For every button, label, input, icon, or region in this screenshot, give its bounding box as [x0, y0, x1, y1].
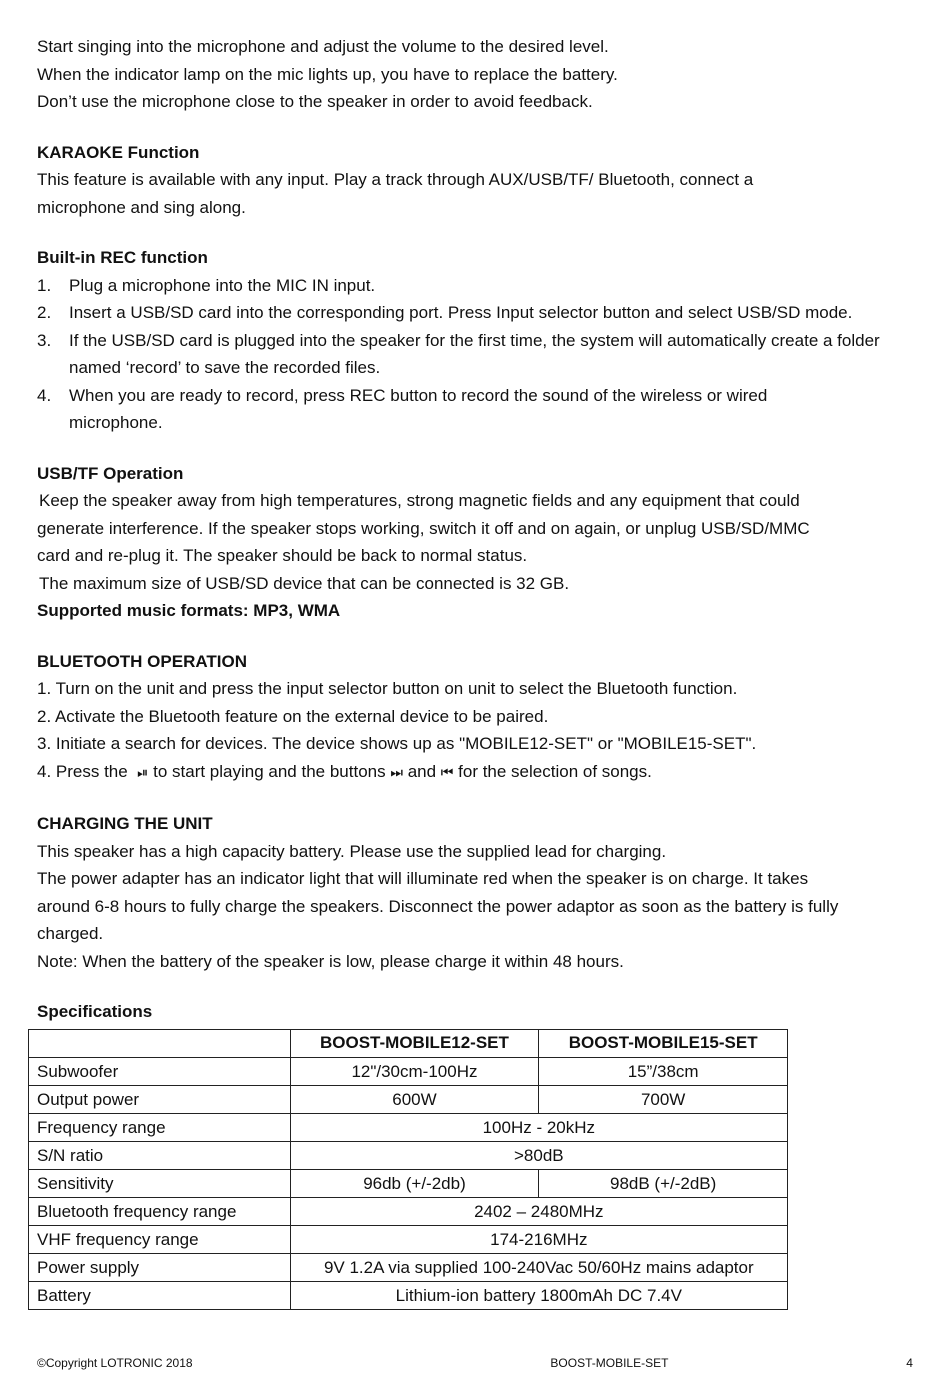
spec-label: Bluetooth frequency range — [29, 1197, 291, 1225]
bluetooth-step-text: to start playing and the buttons — [153, 761, 386, 781]
table-header-cell: BOOST-MOBILE12-SET — [290, 1029, 539, 1057]
table-row — [29, 1057, 788, 1085]
page-footer — [37, 1356, 913, 1370]
spec-label: Power supply — [29, 1253, 291, 1281]
bluetooth-section — [37, 648, 917, 788]
spec-value: 9V 1.2A via supplied 100-240Vac 50/60Hz mains adaptor — [290, 1253, 787, 1281]
spec-value: 98dB (+/-2dB) — [539, 1169, 788, 1197]
charging-heading: CHARGING THE UNIT — [37, 814, 213, 833]
rec-step — [37, 272, 917, 300]
usb-line: Keep the speaker away from high temperatures, strong magnetic fields and any equipment that could — [39, 491, 800, 510]
table-row — [29, 1225, 788, 1253]
spec-value: 12"/30cm-100Hz — [290, 1057, 539, 1085]
rec-step-text: If the USB/SD card is plugged into the speaker for the first time, the system will automatically create a folder named ‘record’ to save the recorded files. — [69, 330, 880, 377]
spec-label: Output power — [29, 1085, 291, 1113]
rec-step-number: 2. — [37, 303, 52, 322]
manual-page — [37, 33, 917, 1310]
bluetooth-step: 1. Turn on the unit and press the input selector button on unit to select the Bluetooth function. — [37, 679, 738, 698]
intro-section — [37, 33, 917, 116]
bluetooth-step-text: for the selection of songs. — [458, 761, 652, 781]
spec-label: VHF frequency range — [29, 1225, 291, 1253]
spec-label: Subwoofer — [29, 1057, 291, 1085]
spec-value: 600W — [290, 1085, 539, 1113]
usb-formats: Supported music formats: MP3, WMA — [37, 601, 341, 620]
bluetooth-step — [37, 758, 917, 788]
spec-value: 100Hz - 20kHz — [290, 1113, 787, 1141]
spec-label: Battery — [29, 1281, 291, 1309]
usb-heading: USB/TF Operation — [37, 463, 184, 483]
karaoke-line: microphone and sing along. — [37, 197, 246, 217]
rec-step — [37, 382, 917, 437]
rec-step-text: When you are ready to record, press REC button to record the sound of the wireless or wired microphone. — [69, 385, 768, 432]
usb-line: generate interference. If the speaker stops working, switch it off and on again, or unplug USB/SD/MMC — [37, 518, 810, 538]
spec-value: 2402 – 2480MHz — [290, 1197, 787, 1225]
rec-step-number: 3. — [37, 330, 52, 350]
table-header-cell — [29, 1029, 291, 1057]
charging-line: around 6-8 hours to fully charge the speakers. Disconnect the power adaptor as soon as the battery is fully — [37, 896, 839, 916]
charging-line: This speaker has a high capacity battery. Please use the supplied lead for charging. — [37, 841, 667, 861]
spec-value: 700W — [539, 1085, 788, 1113]
table-row — [29, 1253, 788, 1281]
table-row — [29, 1141, 788, 1169]
karaoke-section — [37, 139, 917, 222]
bluetooth-step-text: and — [407, 761, 437, 781]
table-header-cell: BOOST-MOBILE15-SET — [539, 1029, 788, 1057]
specifications-section — [37, 998, 917, 1310]
next-icon: ⏭ — [390, 764, 403, 781]
table-row — [29, 1085, 788, 1113]
bluetooth-step: 2. Activate the Bluetooth feature on the external device to be paired. — [37, 706, 549, 726]
specifications-table — [28, 1029, 788, 1310]
usb-line: card and re-plug it. The speaker should be back to normal status. — [37, 546, 528, 565]
footer-page-number: 4 — [906, 1356, 913, 1370]
footer-copyright: ©Copyright LOTRONIC 2018 — [37, 1356, 193, 1370]
karaoke-line: This feature is available with any input. Play a track through AUX/USB/TF/ Bluetooth, connect a — [37, 170, 754, 189]
rec-section — [37, 244, 917, 437]
charging-line: charged. — [37, 924, 104, 943]
rec-step-number: 1. — [37, 275, 52, 295]
charging-line: Note: When the battery of the speaker is low, please charge it within 48 hours. — [37, 951, 624, 971]
table-row — [29, 1169, 788, 1197]
spec-label: S/N ratio — [29, 1141, 291, 1169]
table-row — [29, 1113, 788, 1141]
rec-heading: Built-in REC function — [37, 248, 208, 267]
usb-section — [37, 460, 917, 625]
previous-icon: ⏮ — [440, 764, 454, 781]
table-row — [29, 1281, 788, 1309]
rec-step — [37, 299, 917, 327]
charging-line: The power adapter has an indicator light that will illuminate red when the speaker is on charge. It takes — [37, 869, 809, 888]
spec-value: >80dB — [290, 1141, 787, 1169]
bluetooth-step-text: 4. Press the — [37, 761, 128, 781]
karaoke-heading: KARAOKE Function — [37, 142, 200, 162]
rec-step-text: Plug a microphone into the MIC IN input. — [69, 275, 376, 295]
charging-section — [37, 810, 917, 975]
spec-value: 174-216MHz — [290, 1225, 787, 1253]
play-pause-icon: ⏯ — [137, 764, 149, 781]
specifications-heading: Specifications — [37, 1002, 153, 1021]
table-row — [29, 1197, 788, 1225]
intro-line: When the indicator lamp on the mic lights up, you have to replace the battery. — [37, 64, 618, 84]
usb-line: The maximum size of USB/SD device that can be connected is 32 GB. — [39, 573, 570, 593]
intro-line: Don’t use the microphone close to the speaker in order to avoid feedback. — [37, 92, 593, 111]
table-header-row — [29, 1029, 788, 1057]
spec-value: 15”/38cm — [539, 1057, 788, 1085]
spec-value: Lithium-ion battery 1800mAh DC 7.4V — [290, 1281, 787, 1309]
rec-step-text: Insert a USB/SD card into the corresponding port. Press Input selector button and select USB/SD mode. — [69, 303, 853, 322]
spec-label: Frequency range — [29, 1113, 291, 1141]
spec-value: 96db (+/-2db) — [290, 1169, 539, 1197]
rec-step — [37, 327, 917, 382]
intro-line: Start singing into the microphone and adjust the volume to the desired level. — [37, 37, 609, 56]
rec-step-number: 4. — [37, 385, 52, 405]
bluetooth-step: 3. Initiate a search for devices. The device shows up as "MOBILE12-SET" or "MOBILE15-SET". — [37, 734, 757, 753]
spec-label: Sensitivity — [29, 1169, 291, 1197]
footer-model: BOOST-MOBILE-SET — [550, 1356, 669, 1370]
bluetooth-heading: BLUETOOTH OPERATION — [37, 651, 247, 671]
